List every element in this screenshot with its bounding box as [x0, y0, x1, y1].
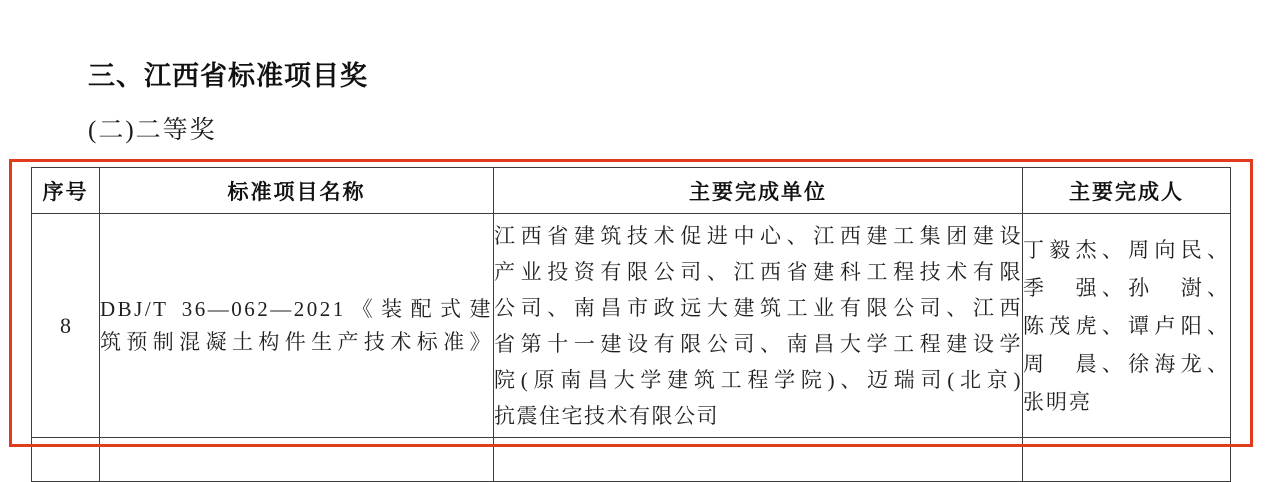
unit-line: 产业投资有限公司、江西省建科工程技术有限 — [494, 259, 1022, 284]
col-header-main-units: 主要完成单位 — [494, 168, 1023, 214]
unit-line: 省第十一建设有限公司、南昌大学工程建设学 — [494, 331, 1022, 356]
section-heading: 三、江西省标准项目奖 — [88, 61, 368, 91]
unit-line: 公司、南昌市政远大建筑工业有限公司、江西 — [494, 295, 1022, 320]
unit-line: 院(原南昌大学建筑工程学院)、迈瑞司(北京) — [494, 367, 1022, 392]
table-header-row — [32, 168, 1231, 214]
col-header-main-contributors: 主要完成人 — [1023, 168, 1231, 214]
col-header-project-name: 标准项目名称 — [100, 168, 494, 214]
contributor-line: 张明亮 — [1023, 389, 1092, 414]
unit-line: 江西省建筑技术促进中心、江西建工集团建设 — [494, 223, 1022, 248]
table-row — [32, 214, 1231, 438]
row-index-cell: 8 — [32, 214, 100, 438]
unit-line: 抗震住宅技术有限公司 — [494, 403, 719, 428]
contributor-line: 季 强、孙 澍、 — [1023, 275, 1230, 300]
project-name-line: DBJ/T 36—062—2021《装配式建 — [100, 296, 493, 321]
contributor-line: 陈茂虎、谭卢阳、 — [1023, 313, 1230, 338]
col-header-index: 序号 — [32, 168, 100, 214]
project-name-line: 筑预制混凝土构件生产技术标准》 — [100, 329, 493, 354]
main-units-cell — [494, 214, 1023, 438]
project-name-cell — [100, 214, 494, 438]
partial-next-row — [32, 438, 1231, 482]
contributors-cell — [1023, 214, 1231, 438]
subsection-heading: (二)二等奖 — [88, 117, 217, 144]
contributor-line: 周 晨、徐海龙、 — [1023, 351, 1230, 376]
awards-table — [31, 167, 1231, 482]
contributor-line: 丁毅杰、周向民、 — [1023, 237, 1230, 262]
